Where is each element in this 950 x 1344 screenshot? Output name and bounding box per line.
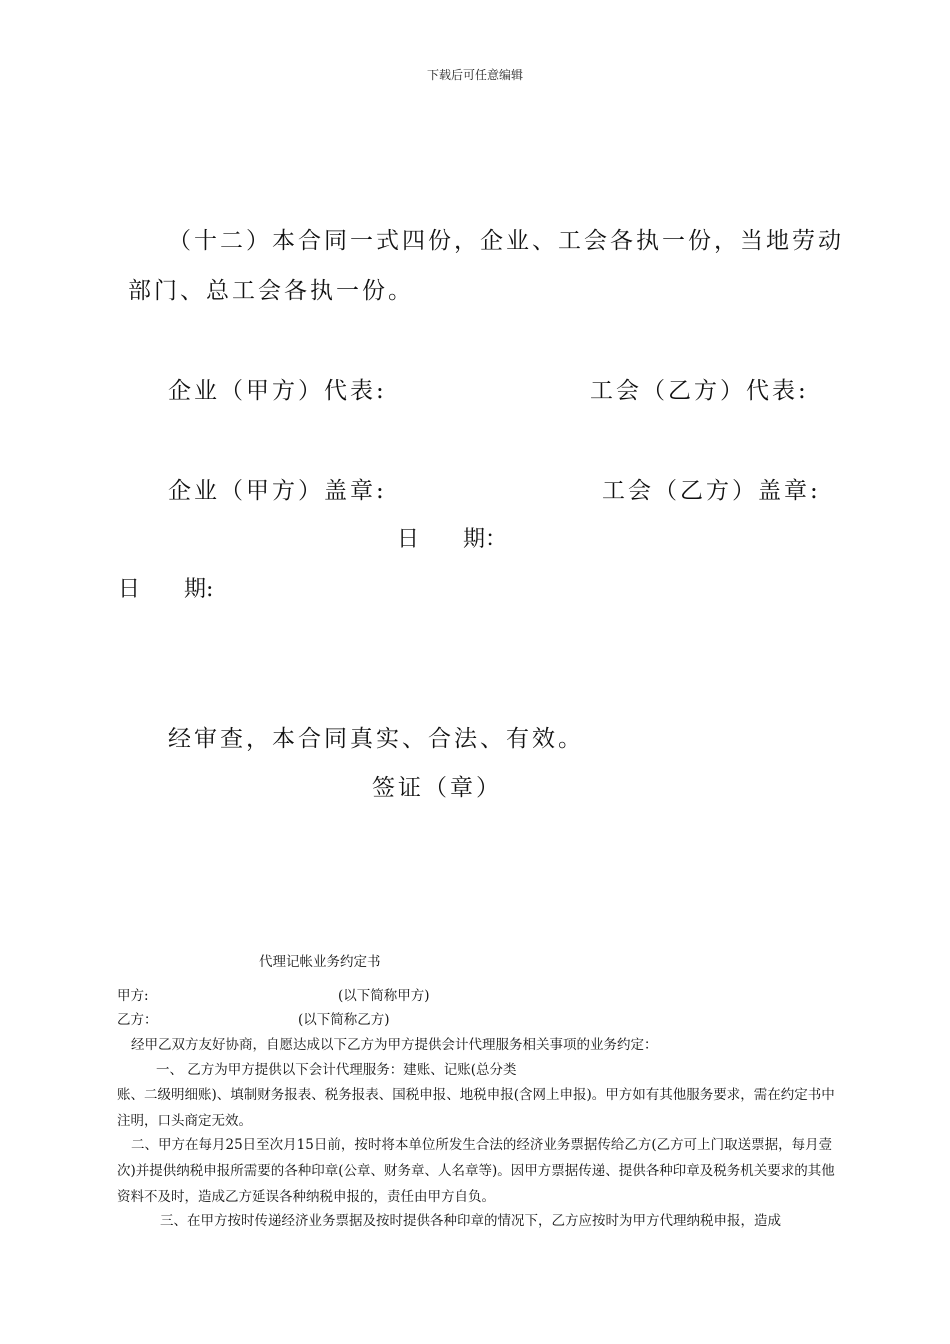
item-1-rest: 账、二级明细账)、填制财务报表、税务报表、国税申报、地税申报(含网上申报)。甲方如有其他服务要求，需在约定书中注明，口头商定无效。: [117, 1087, 835, 1129]
union-seal-label: 工会（乙方）盖章:: [602, 478, 821, 504]
date-label-left: 日 期:: [118, 577, 214, 602]
enterprise-seal-label: 企业（甲方）盖章:: [168, 478, 387, 504]
item-2: 二、甲方在每月25日至次月15日前，按时将本单位所发生合法的经济业务票据传给乙方(乙方可上门取送票据，每月壹次)并提供纳税申报所需要的各种印章(公章、财务章、人名章等)。因甲方票据传递、提供各种印章及税务机关要求的其他资料不及时，造成乙方延误各种纳税申报的，责任由甲方自负。: [117, 1137, 835, 1205]
page-header: 下载后可任意编辑: [426, 68, 523, 82]
party-b-label: 乙方：: [117, 1012, 158, 1028]
clause-12-line-1: （十二）本合同一式四份，企业、工会各执一份，当地劳动: [168, 228, 844, 254]
agreement-intro: 经甲乙双方友好协商，自愿达成以下乙方为甲方提供会计代理服务相关事项的业务约定：: [131, 1037, 658, 1053]
item-3: 三、在甲方按时传递经济业务票据及按时提供各种印章的情况下，乙方应按时为甲方代理纳税申报，造成: [160, 1213, 781, 1229]
party-a-label: 甲方:: [117, 988, 149, 1004]
certification-seal-label: 签证（章）: [372, 775, 502, 801]
clause-12-line-2: 部门、总工会各执一份。: [128, 278, 414, 304]
enterprise-rep-label: 企业（甲方）代表:: [168, 378, 387, 404]
union-rep-label: 工会（乙方）代表:: [590, 378, 809, 404]
party-a-note: (以下简称甲方): [338, 988, 430, 1004]
agreement-title: 代理记帐业务约定书: [259, 954, 381, 970]
item-1-line-1: 一、 乙方为甲方提供以下会计代理服务：建账、记账(总分类: [156, 1062, 517, 1078]
party-b-note: (以下简称乙方): [298, 1012, 390, 1028]
date-label-right: 日 期：: [397, 527, 508, 552]
review-statement: 经审查，本合同真实、合法、有效。: [168, 726, 584, 752]
